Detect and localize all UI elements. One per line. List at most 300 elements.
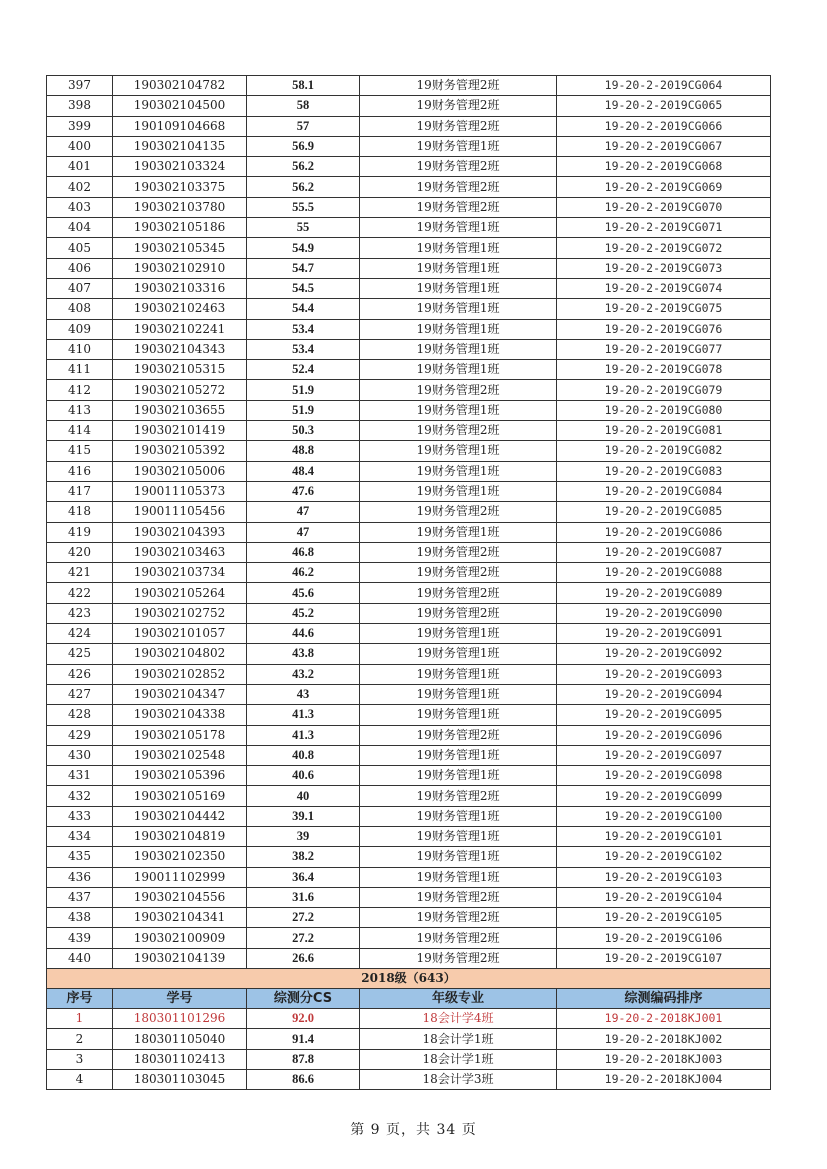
cell-major: 19财务管理2班 [360,603,557,623]
cell-student-id: 190302104442 [113,806,247,826]
cell-code: 19-20-2-2018KJ004 [557,1069,771,1089]
table-row [47,218,771,238]
cell-code: 19-20-2-2019CG080 [557,400,771,420]
cell-rank: 403 [47,197,113,217]
ranking-table-container [46,75,770,1090]
cell-code: 19-20-2-2019CG073 [557,258,771,278]
cell-rank: 422 [47,583,113,603]
cell-major: 19财务管理1班 [360,644,557,664]
cell-score: 40.6 [247,766,360,786]
cell-major: 19财务管理1班 [360,339,557,359]
table-row [47,360,771,380]
cell-code: 19-20-2-2018KJ001 [557,1009,771,1029]
cell-student-id: 190302103463 [113,542,247,562]
cell-score: 52.4 [247,360,360,380]
cell-score: 43 [247,684,360,704]
cell-student-id: 190302101057 [113,624,247,644]
table-row [47,522,771,542]
cell-student-id: 190302103324 [113,157,247,177]
cell-major: 19财务管理1班 [360,624,557,644]
table-row [47,826,771,846]
column-header-score: 综测分CS [247,989,360,1009]
cell-code: 19-20-2-2019CG094 [557,684,771,704]
cell-student-id: 190302104556 [113,887,247,907]
table-row [47,278,771,298]
cell-code: 19-20-2-2019CG067 [557,136,771,156]
cell-rank: 440 [47,948,113,968]
section-title: 2018级（643） [47,969,771,989]
cell-score: 51.9 [247,380,360,400]
cell-score: 56.9 [247,136,360,156]
cell-code: 19-20-2-2019CG105 [557,908,771,928]
cell-rank: 397 [47,76,113,96]
cell-major: 19财务管理1班 [360,278,557,298]
cell-rank: 419 [47,522,113,542]
cell-code: 19-20-2-2019CG083 [557,461,771,481]
cell-rank: 421 [47,563,113,583]
cell-score: 27.2 [247,908,360,928]
cell-student-id: 190302103375 [113,177,247,197]
cell-major: 19财务管理1班 [360,400,557,420]
column-header-code: 综测编码排序 [557,989,771,1009]
table-row [47,400,771,420]
cell-rank: 410 [47,339,113,359]
table-row [47,177,771,197]
cell-student-id: 180301101296 [113,1009,247,1029]
cell-major: 19财务管理1班 [360,258,557,278]
cell-rank: 404 [47,218,113,238]
cell-rank: 423 [47,603,113,623]
cell-score: 39.1 [247,806,360,826]
cell-major: 19财务管理2班 [360,908,557,928]
table-body-2019 [47,76,771,969]
cell-code: 19-20-2-2019CG103 [557,867,771,887]
cell-rank: 420 [47,542,113,562]
cell-score: 46.2 [247,563,360,583]
cell-rank: 408 [47,299,113,319]
table-row [47,603,771,623]
cell-rank: 411 [47,360,113,380]
cell-rank: 427 [47,684,113,704]
cell-code: 19-20-2-2019CG085 [557,502,771,522]
cell-rank: 402 [47,177,113,197]
table-row [47,481,771,501]
table-row [47,96,771,116]
cell-code: 19-20-2-2019CG071 [557,218,771,238]
cell-rank: 433 [47,806,113,826]
table-row [47,887,771,907]
table-row [47,116,771,136]
table-row [47,786,771,806]
cell-student-id: 190302104500 [113,96,247,116]
cell-code: 19-20-2-2019CG106 [557,928,771,948]
cell-score: 41.3 [247,705,360,725]
cell-student-id: 190302104135 [113,136,247,156]
cell-score: 56.2 [247,157,360,177]
cell-rank: 416 [47,461,113,481]
cell-rank: 426 [47,664,113,684]
cell-code: 19-20-2-2019CG084 [557,481,771,501]
table-row [47,745,771,765]
cell-code: 19-20-2-2019CG100 [557,806,771,826]
cell-student-id: 190011105373 [113,481,247,501]
cell-code: 19-20-2-2019CG075 [557,299,771,319]
cell-rank: 430 [47,745,113,765]
cell-student-id: 190302102350 [113,847,247,867]
table-row [47,725,771,745]
cell-major: 19财务管理2班 [360,116,557,136]
table-row [47,299,771,319]
cell-score: 57 [247,116,360,136]
table-row [47,908,771,928]
cell-major: 19财务管理2班 [360,948,557,968]
table-row [47,948,771,968]
cell-student-id: 180301105040 [113,1029,247,1049]
table-row [47,624,771,644]
cell-major: 19财务管理2班 [360,157,557,177]
cell-code: 19-20-2-2019CG102 [557,847,771,867]
cell-score: 54.9 [247,238,360,258]
cell-code: 19-20-2-2019CG107 [557,948,771,968]
table-row [47,1029,771,1049]
cell-code: 19-20-2-2019CG077 [557,339,771,359]
table-row [47,1009,771,1029]
cell-student-id: 190302104819 [113,826,247,846]
cell-major: 19财务管理1班 [360,481,557,501]
cell-score: 40 [247,786,360,806]
cell-code: 19-20-2-2019CG078 [557,360,771,380]
cell-score: 54.4 [247,299,360,319]
cell-major: 19财务管理2班 [360,725,557,745]
cell-code: 19-20-2-2018KJ002 [557,1029,771,1049]
table-row [47,847,771,867]
cell-code: 19-20-2-2019CG099 [557,786,771,806]
cell-score: 43.8 [247,644,360,664]
cell-student-id: 190302104343 [113,339,247,359]
cell-student-id: 190302104347 [113,684,247,704]
table-row [47,502,771,522]
cell-code: 19-20-2-2019CG069 [557,177,771,197]
cell-rank: 400 [47,136,113,156]
cell-major: 19财务管理2班 [360,502,557,522]
cell-code: 19-20-2-2019CG104 [557,887,771,907]
cell-code: 19-20-2-2019CG079 [557,380,771,400]
cell-major: 19财务管理1班 [360,664,557,684]
cell-score: 56.2 [247,177,360,197]
cell-score: 53.4 [247,339,360,359]
cell-major: 19财务管理1班 [360,136,557,156]
cell-major: 19财务管理1班 [360,766,557,786]
cell-score: 36.4 [247,867,360,887]
cell-code: 19-20-2-2018KJ003 [557,1049,771,1069]
cell-major: 19财务管理2班 [360,583,557,603]
cell-score: 47 [247,522,360,542]
cell-student-id: 190302105186 [113,218,247,238]
cell-major: 19财务管理2班 [360,928,557,948]
cell-rank: 437 [47,887,113,907]
cell-major: 19财务管理1班 [360,806,557,826]
cell-rank: 428 [47,705,113,725]
cell-code: 19-20-2-2019CG082 [557,441,771,461]
cell-score: 48.4 [247,461,360,481]
cell-major: 19财务管理2班 [360,786,557,806]
cell-rank: 417 [47,481,113,501]
cell-code: 19-20-2-2019CG070 [557,197,771,217]
cell-student-id: 190302104338 [113,705,247,725]
cell-student-id: 190302102910 [113,258,247,278]
cell-rank: 425 [47,644,113,664]
table-row [47,806,771,826]
cell-score: 50.3 [247,421,360,441]
cell-score: 38.2 [247,847,360,867]
cell-score: 92.0 [247,1009,360,1029]
cell-score: 51.9 [247,400,360,420]
cell-major: 19财务管理1班 [360,238,557,258]
cell-score: 47.6 [247,481,360,501]
cell-student-id: 190302101419 [113,421,247,441]
page-number: 第 9 页，共 34 页 [350,1122,477,1138]
table-row [47,421,771,441]
cell-major: 18会计学1班 [360,1049,557,1069]
cell-rank: 405 [47,238,113,258]
cell-student-id: 180301103045 [113,1069,247,1089]
cell-score: 39 [247,826,360,846]
cell-major: 19财务管理1班 [360,867,557,887]
table-row [47,238,771,258]
cell-code: 19-20-2-2019CG086 [557,522,771,542]
cell-code: 19-20-2-2019CG091 [557,624,771,644]
cell-code: 19-20-2-2019CG098 [557,766,771,786]
table-row [47,197,771,217]
cell-major: 19财务管理1班 [360,522,557,542]
cell-major: 19财务管理1班 [360,847,557,867]
cell-rank: 407 [47,278,113,298]
cell-code: 19-20-2-2019CG074 [557,278,771,298]
table-row [47,258,771,278]
cell-score: 41.3 [247,725,360,745]
table-row [47,928,771,948]
cell-student-id: 190302104782 [113,76,247,96]
cell-student-id: 180301102413 [113,1049,247,1069]
cell-score: 58 [247,96,360,116]
table-row [47,664,771,684]
cell-student-id: 190011105456 [113,502,247,522]
ranking-table [46,75,771,1090]
cell-student-id: 190302105392 [113,441,247,461]
cell-student-id: 190302104139 [113,948,247,968]
cell-code: 19-20-2-2019CG066 [557,116,771,136]
cell-rank: 438 [47,908,113,928]
table-body-2018-rows [47,1009,771,1090]
cell-score: 31.6 [247,887,360,907]
cell-student-id: 190302105272 [113,380,247,400]
table-row [47,339,771,359]
cell-rank: 399 [47,116,113,136]
cell-rank: 409 [47,319,113,339]
cell-rank: 439 [47,928,113,948]
cell-student-id: 190302103734 [113,563,247,583]
cell-score: 27.2 [247,928,360,948]
cell-code: 19-20-2-2019CG095 [557,705,771,725]
cell-rank: 429 [47,725,113,745]
cell-student-id: 190302103780 [113,197,247,217]
cell-score: 46.8 [247,542,360,562]
cell-code: 19-20-2-2019CG093 [557,664,771,684]
cell-score: 53.4 [247,319,360,339]
cell-major: 19财务管理1班 [360,441,557,461]
table-row [47,644,771,664]
cell-rank: 424 [47,624,113,644]
cell-rank: 412 [47,380,113,400]
cell-major: 19财务管理2班 [360,563,557,583]
table-row [47,319,771,339]
cell-student-id: 190302105006 [113,461,247,481]
cell-rank: 401 [47,157,113,177]
cell-score: 47 [247,502,360,522]
cell-student-id: 190302104802 [113,644,247,664]
cell-score: 91.4 [247,1029,360,1049]
cell-score: 86.6 [247,1069,360,1089]
cell-major: 19财务管理1班 [360,826,557,846]
cell-rank: 434 [47,826,113,846]
cell-rank: 431 [47,766,113,786]
cell-score: 45.6 [247,583,360,603]
cell-rank: 2 [47,1029,113,1049]
section-header-2018 [47,969,771,989]
cell-score: 54.7 [247,258,360,278]
cell-code: 19-20-2-2019CG068 [557,157,771,177]
cell-rank: 413 [47,400,113,420]
cell-score: 54.5 [247,278,360,298]
cell-student-id: 190302104393 [113,522,247,542]
cell-score: 26.6 [247,948,360,968]
cell-major: 19财务管理1班 [360,319,557,339]
cell-score: 45.2 [247,603,360,623]
table-row [47,583,771,603]
cell-major: 19财务管理1班 [360,218,557,238]
cell-score: 55.5 [247,197,360,217]
cell-student-id: 190302102241 [113,319,247,339]
table-row [47,705,771,725]
cell-student-id: 190302102463 [113,299,247,319]
cell-student-id: 190302105169 [113,786,247,806]
table-row [47,867,771,887]
table-row [47,380,771,400]
cell-code: 19-20-2-2019CG089 [557,583,771,603]
cell-score: 44.6 [247,624,360,644]
cell-major: 18会计学1班 [360,1029,557,1049]
cell-rank: 415 [47,441,113,461]
cell-major: 19财务管理2班 [360,177,557,197]
cell-student-id: 190302105178 [113,725,247,745]
cell-student-id: 190302103655 [113,400,247,420]
cell-code: 19-20-2-2019CG065 [557,96,771,116]
cell-code: 19-20-2-2019CG076 [557,319,771,339]
cell-rank: 406 [47,258,113,278]
cell-student-id: 190109104668 [113,116,247,136]
cell-code: 19-20-2-2019CG092 [557,644,771,664]
cell-student-id: 190011102999 [113,867,247,887]
cell-score: 58.1 [247,76,360,96]
table-row [47,136,771,156]
table-row [47,1069,771,1089]
table-row [47,563,771,583]
table-row [47,766,771,786]
cell-rank: 435 [47,847,113,867]
cell-major: 19财务管理2班 [360,380,557,400]
cell-student-id: 190302102548 [113,745,247,765]
cell-code: 19-20-2-2019CG088 [557,563,771,583]
cell-score: 87.8 [247,1049,360,1069]
cell-student-id: 190302100909 [113,928,247,948]
cell-rank: 398 [47,96,113,116]
cell-rank: 3 [47,1049,113,1069]
cell-major: 19财务管理1班 [360,299,557,319]
cell-major: 18会计学3班 [360,1069,557,1089]
cell-major: 19财务管理1班 [360,360,557,380]
cell-code: 19-20-2-2019CG064 [557,76,771,96]
table-body-2018 [47,969,771,1009]
cell-student-id: 190302102852 [113,664,247,684]
table-row [47,461,771,481]
cell-rank: 4 [47,1069,113,1089]
cell-code: 19-20-2-2019CG101 [557,826,771,846]
cell-major: 19财务管理2班 [360,542,557,562]
cell-rank: 418 [47,502,113,522]
column-header-no: 序号 [47,989,113,1009]
cell-major: 19财务管理1班 [360,745,557,765]
table-row [47,684,771,704]
cell-score: 48.8 [247,441,360,461]
cell-rank: 436 [47,867,113,887]
cell-rank: 1 [47,1009,113,1029]
cell-code: 19-20-2-2019CG097 [557,745,771,765]
cell-code: 19-20-2-2019CG072 [557,238,771,258]
table-row [47,1049,771,1069]
cell-rank: 414 [47,421,113,441]
cell-score: 40.8 [247,745,360,765]
table-row [47,76,771,96]
cell-major: 19财务管理2班 [360,887,557,907]
column-header-row [47,989,771,1009]
cell-student-id: 190302105396 [113,766,247,786]
cell-rank: 432 [47,786,113,806]
cell-code: 19-20-2-2019CG090 [557,603,771,623]
cell-student-id: 190302105345 [113,238,247,258]
cell-major: 19财务管理2班 [360,96,557,116]
table-row [47,542,771,562]
cell-student-id: 190302105264 [113,583,247,603]
cell-code: 19-20-2-2019CG081 [557,421,771,441]
cell-major: 19财务管理1班 [360,461,557,481]
cell-code: 19-20-2-2019CG096 [557,725,771,745]
column-header-major: 年级专业 [360,989,557,1009]
cell-student-id: 190302103316 [113,278,247,298]
cell-score: 55 [247,218,360,238]
column-header-id: 学号 [113,989,247,1009]
cell-major: 19财务管理2班 [360,421,557,441]
cell-student-id: 190302102752 [113,603,247,623]
cell-code: 19-20-2-2019CG087 [557,542,771,562]
cell-major: 19财务管理1班 [360,705,557,725]
cell-student-id: 190302104341 [113,908,247,928]
cell-student-id: 190302105315 [113,360,247,380]
cell-major: 19财务管理1班 [360,684,557,704]
cell-major: 18会计学4班 [360,1009,557,1029]
cell-major: 19财务管理2班 [360,197,557,217]
cell-score: 43.2 [247,664,360,684]
table-row [47,441,771,461]
